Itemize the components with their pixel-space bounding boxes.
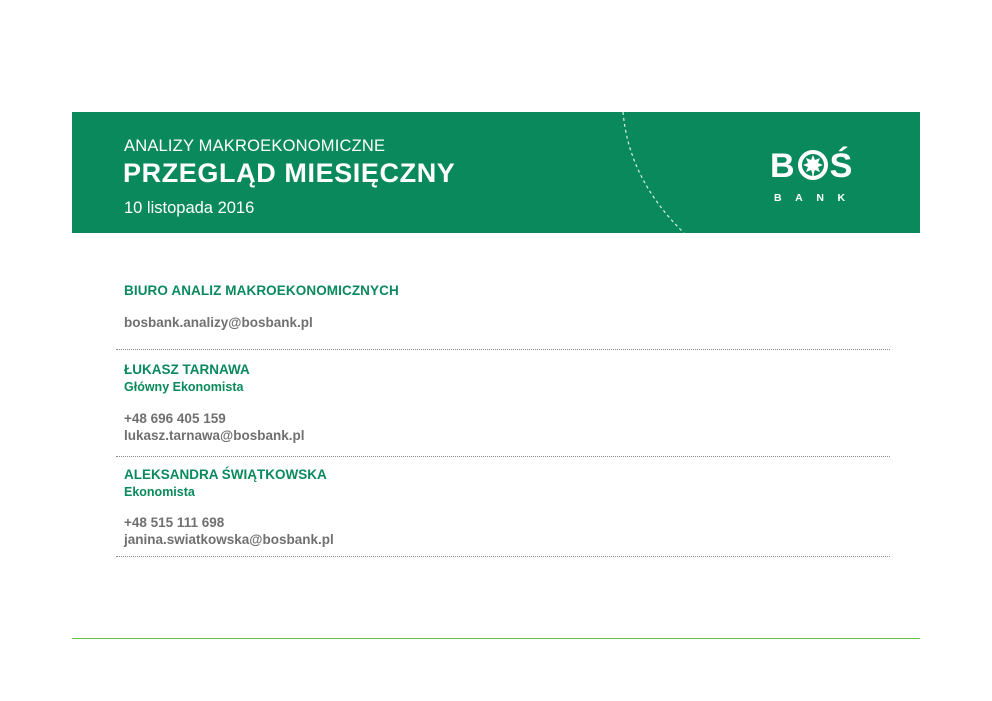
contact-email[interactable]: janina.swiatkowska@bosbank.pl: [124, 532, 334, 547]
separator: [116, 349, 890, 350]
department-email[interactable]: bosbank.analizy@bosbank.pl: [124, 315, 313, 330]
contact-email[interactable]: lukasz.tarnawa@bosbank.pl: [124, 428, 305, 443]
separator: [116, 556, 890, 557]
contact-name: ALEKSANDRA ŚWIĄTKOWSKA: [124, 467, 327, 482]
bos-bank-logo: [770, 146, 866, 208]
leaf-icon: [797, 149, 829, 181]
footer-line: [72, 638, 920, 639]
separator: [116, 456, 890, 457]
contact-phone[interactable]: +48 515 111 698: [124, 515, 225, 530]
logo-letter-b: B: [770, 147, 796, 185]
contact-role: Ekonomista: [124, 485, 195, 499]
logo-letter-s: Ś: [829, 147, 854, 185]
report-supertitle: ANALIZY MAKROEKONOMICZNE: [124, 137, 386, 155]
contact-role: Główny Ekonomista: [124, 380, 244, 394]
report-date: 10 listopada 2016: [124, 199, 255, 217]
department-title: BIURO ANALIZ MAKROEKONOMICZNYCH: [124, 283, 399, 298]
contact-phone[interactable]: +48 696 405 159: [124, 411, 226, 426]
header-banner: [72, 112, 920, 233]
report-title: PRZEGLĄD MIESIĘCZNY: [123, 158, 456, 188]
logo-subtitle: BANK: [774, 192, 859, 204]
contact-name: ŁUKASZ TARNAWA: [124, 362, 250, 377]
logo-wordmark: [770, 146, 853, 186]
